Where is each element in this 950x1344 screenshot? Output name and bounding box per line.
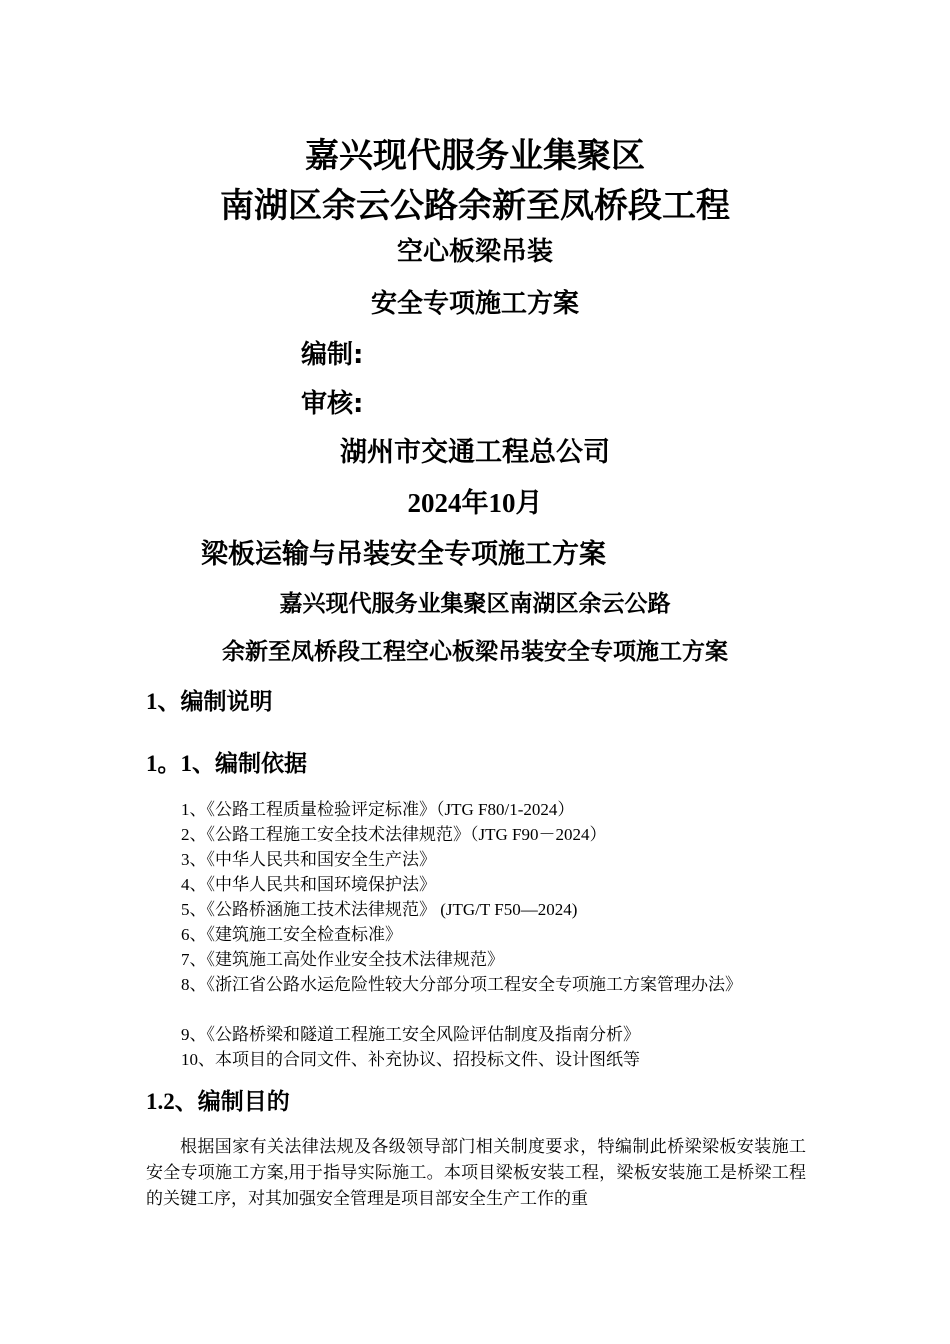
cover-title-line2: 南湖区余云公路余新至凤桥段工程	[220, 188, 730, 225]
cover-subtitle-line2: 安全专项施工方案	[370, 289, 579, 319]
prepared-by-label: 编制:	[301, 340, 364, 370]
date-month-char: 月	[515, 488, 543, 518]
cover-subtitle-line1: 空心板梁吊装	[396, 237, 553, 267]
list-item: 9、《公路桥梁和隧道工程施工安全风险评估制度及指南分析》	[181, 1025, 640, 1044]
list-item: 5、《公路桥涵施工技术法律规范》 (JTG/T F50—2024)	[181, 900, 578, 919]
list-item: 4、《中华人民共和国环境保护法》	[181, 875, 436, 894]
reviewed-by-label: 审核:	[301, 389, 364, 419]
cover-title-line1: 嘉兴现代服务业集聚区	[305, 138, 645, 175]
list-item: 10、本项目的合同文件、补充协议、招投标文件、设计图纸等	[181, 1050, 640, 1069]
document-title-line2: 余新至凤桥段工程空心板梁吊装安全专项施工方案	[222, 639, 728, 664]
list-item: 3、《中华人民共和国安全生产法》	[181, 850, 436, 869]
section-heading-1: 1、编制说明	[146, 689, 273, 714]
document-title-line1: 嘉兴现代服务业集聚区南湖区余云公路	[279, 591, 671, 616]
list-item: 6、《建筑施工安全检查标准》	[181, 925, 402, 944]
purpose-paragraph: 根据国家有关法律法规及各级领导部门相关制度要求，特编制此桥梁梁板安装施工安全专项施工方案,用于指导实际施工。本项目梁板安装工程，梁板安装施工是桥梁工程的关键工序，对其加强安全管理是项目部安全生产工作的重	[146, 1137, 806, 1208]
list-item: 2、《公路工程施工安全技术法律规范》（JTG F90－2024）	[181, 825, 607, 844]
document-heading: 梁板运输与吊装安全专项施工方案	[201, 539, 606, 569]
section-heading-1-1: 1。1、编制依据	[146, 751, 307, 776]
section-heading-1-2: 1.2、编制目的	[146, 1089, 290, 1114]
company-name: 湖州市交通工程总公司	[340, 437, 610, 467]
date-month: 10	[488, 488, 516, 518]
date-year-char: 年	[461, 488, 489, 518]
list-item: 1、《公路工程质量检验评定标准》（JTG F80/1-2024）	[181, 800, 575, 819]
list-item: 7、《建筑施工高处作业安全技术法律规范》	[181, 950, 504, 969]
cover-date	[0, 481, 950, 520]
list-item: 8、《浙江省公路水运危险性较大分部分项工程安全专项施工方案管理办法》	[181, 975, 742, 994]
date-year: 2024	[407, 488, 462, 518]
